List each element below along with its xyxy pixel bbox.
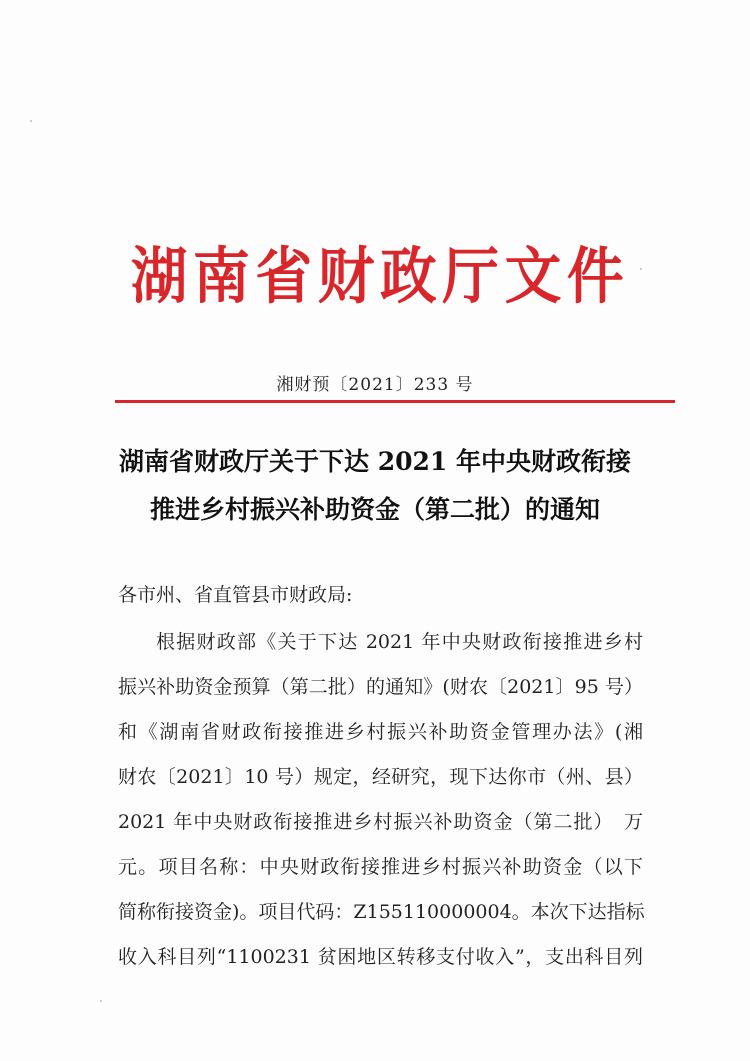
body-line: 收入科目列“1100231 贫困地区转移支付收入”，支出科目列 bbox=[118, 946, 643, 968]
red-divider-line bbox=[115, 400, 675, 403]
scan-speck bbox=[640, 268, 642, 270]
body-line: 根据财政部《关于下达 2021 年中央财政衔接推进乡村 bbox=[156, 631, 643, 653]
notice-title-line-2: 推进乡村振兴补助资金（第二批）的通知 bbox=[149, 495, 600, 524]
notice-title bbox=[90, 438, 660, 534]
body-line: 元。项目名称：中央财政衔接推进乡村振兴补助资金（以下 bbox=[118, 856, 643, 878]
body-line: 和《湖南省财政衔接推进乡村振兴补助资金管理办法》(湘 bbox=[118, 721, 643, 743]
salutation: 各市州、省直管县市财政局: bbox=[118, 584, 353, 606]
body-line: 简称衔接资金)。项目代码：Z155110000004。本次下达指标 bbox=[118, 901, 645, 923]
body-line: 2021 年中央财政衔接推进乡村振兴补助资金（第二批） 万 bbox=[118, 811, 643, 833]
document-number: 湘财预〔2021〕233 号 bbox=[276, 375, 474, 395]
body-line: 财农〔2021〕10 号）规定，经研究，现下达你市（州、县） bbox=[118, 766, 643, 788]
scan-speck bbox=[30, 120, 32, 122]
scan-speck bbox=[100, 1000, 102, 1002]
body-paragraph bbox=[118, 620, 643, 980]
body-line: 振兴补助资金预算（第二批）的通知》(财农〔2021〕95 号） bbox=[118, 676, 643, 698]
document-header-title: 湖南省财政厅文件 bbox=[130, 241, 630, 312]
notice-title-line-1: 湖南省财政厅关于下达 2021 年中央财政衔接 bbox=[119, 447, 631, 476]
